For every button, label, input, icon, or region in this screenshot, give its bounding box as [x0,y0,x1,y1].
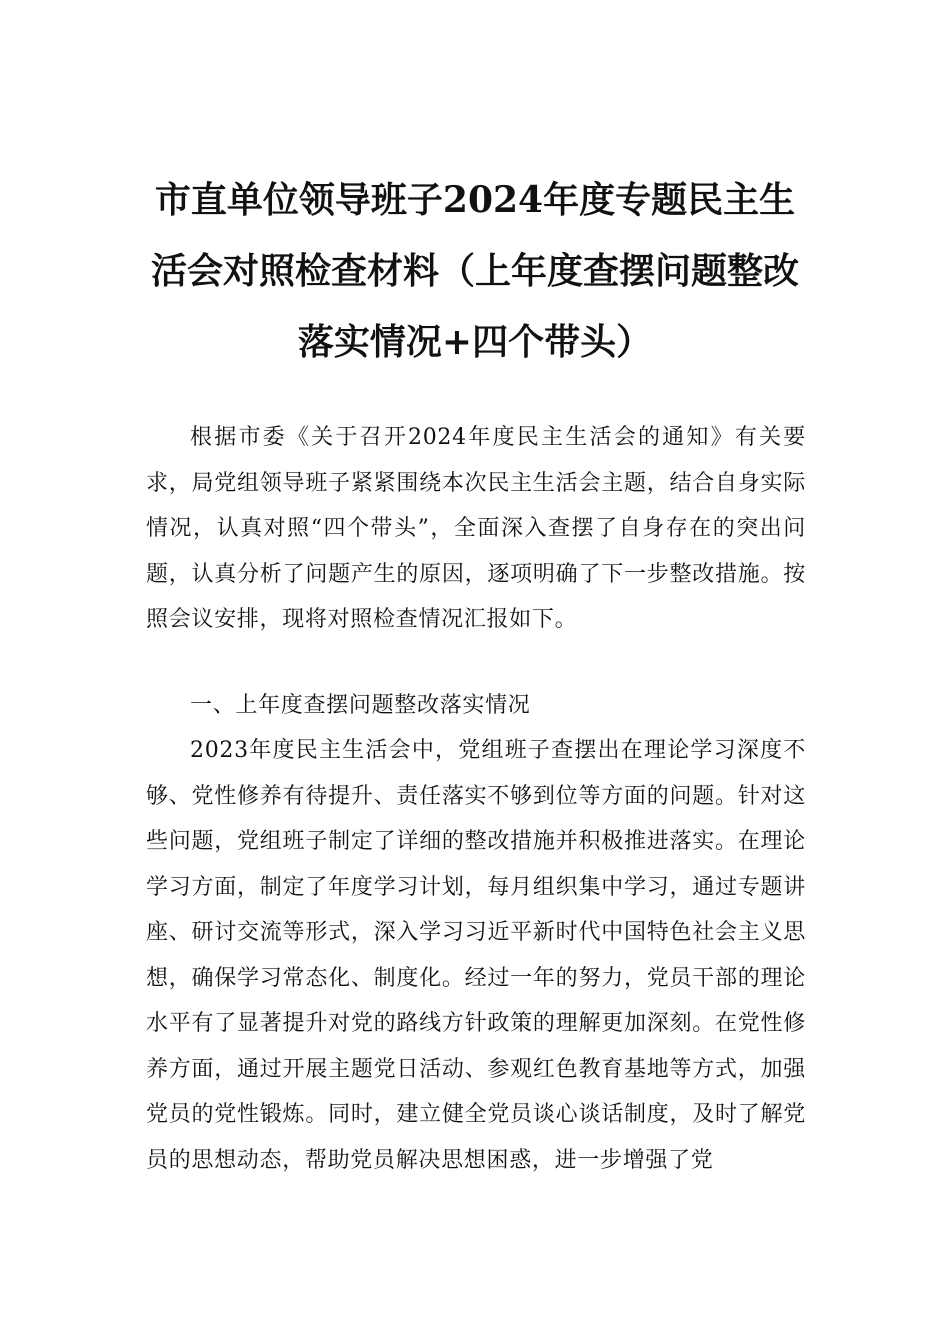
document-title: 市直单位领导班子2024年度专题民主生活会对照检查材料（上年度查摆问题整改落实情况+四个带头） [150,179,799,363]
intro-paragraph: 根据市委《关于召开2024年度民主生活会的通知》有关要求，局党组领导班子紧紧围绕本次民主生活会主题，结合自身实际情况，认真对照“四个带头”，全面深入查摆了自身存在的突出问题，认真分析了问题产生的原因，逐项明确了下一步整改措施。按照会议安排，现将对照检查情况汇报如下。 [146,425,806,632]
section-heading: 一、上年度查摆问题整改落实情况 [190,693,531,718]
section-paragraph: 2023年度民主生活会中，党组班子查摆出在理论学习深度不够、党性修养有待提升、责任落实不够到位等方面的问题。针对这些问题，党组班子制定了详细的整改措施并积极推进落实。在理论学习方面，制定了年度学习计划，每月组织集中学习，通过专题讲座、研讨交流等形式，深入学习习近平新时代中国特色社会主义思想，确保学习常态化、制度化。经过一年的努力，党员干部的理论水平有了显著提升对党的路线方针政策的理解更加深刻。在党性修养方面，通过开展主题党日活动、参观红色教育基地等方式，加强党员的党性锻炼。同时，建立健全党员谈心谈话制度，及时了解党员的思想动态，帮助党员解决思想困惑，进一步增强了党 [146,738,806,1173]
